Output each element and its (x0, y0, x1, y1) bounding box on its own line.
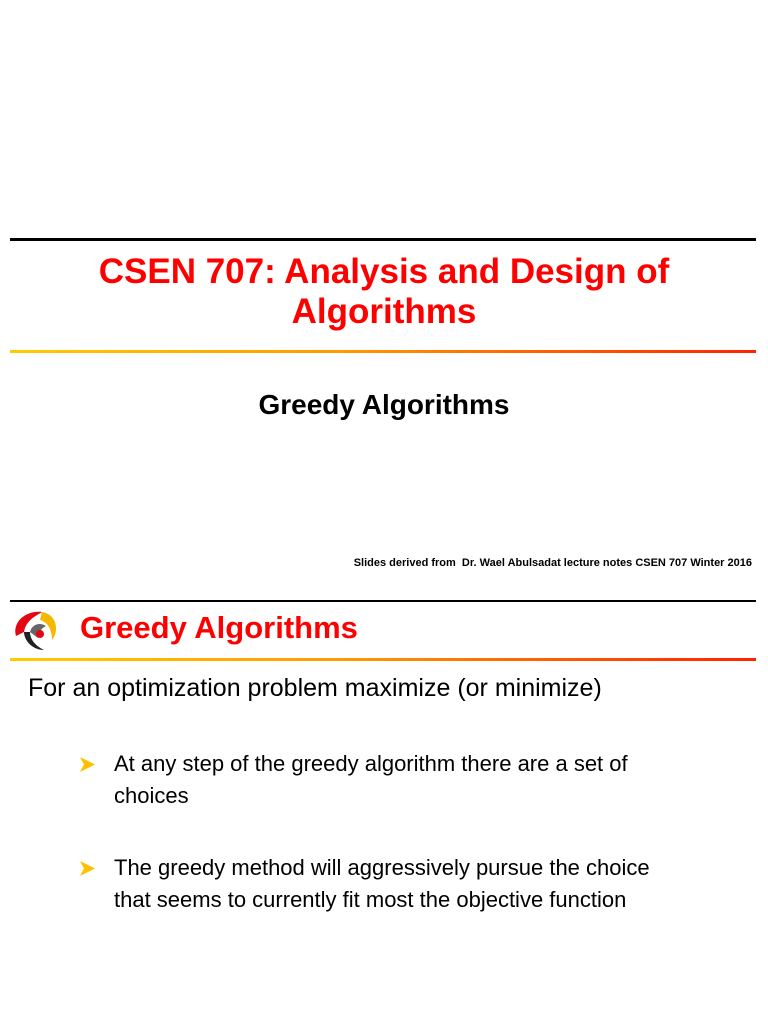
bullet-line1: The greedy method will aggressively pursue the choice (114, 855, 650, 880)
top-rule (10, 238, 756, 241)
title-underline (10, 350, 756, 353)
arrow-bullet-icon (80, 757, 95, 772)
slide2-title: Greedy Algorithms (80, 610, 358, 645)
intro-text: For an optimization problem maximize (or minimize) (28, 674, 602, 702)
credit-note: Slides derived from Dr. Wael Abulsadat lecture notes CSEN 707 Winter 2016 (353, 557, 752, 569)
bullet-item (80, 852, 740, 916)
slide-subtitle: Greedy Algorithms (258, 389, 510, 420)
bullet-line2: that seems to currently fit most the objective function (114, 887, 627, 912)
slide-title (0, 252, 768, 332)
slide-title-line2: Algorithms (291, 292, 477, 331)
slide-title-line1: CSEN 707: Analysis and Design of (98, 252, 670, 291)
university-logo-icon (10, 606, 62, 656)
arrow-bullet-icon (80, 861, 95, 876)
slide2-top-rule (10, 600, 756, 602)
bullet-item (80, 748, 740, 812)
slide2-title-underline (10, 658, 756, 661)
bullet-line1: At any step of the greedy algorithm there are a set of (114, 751, 628, 776)
bullet-line2: choices (114, 783, 189, 808)
